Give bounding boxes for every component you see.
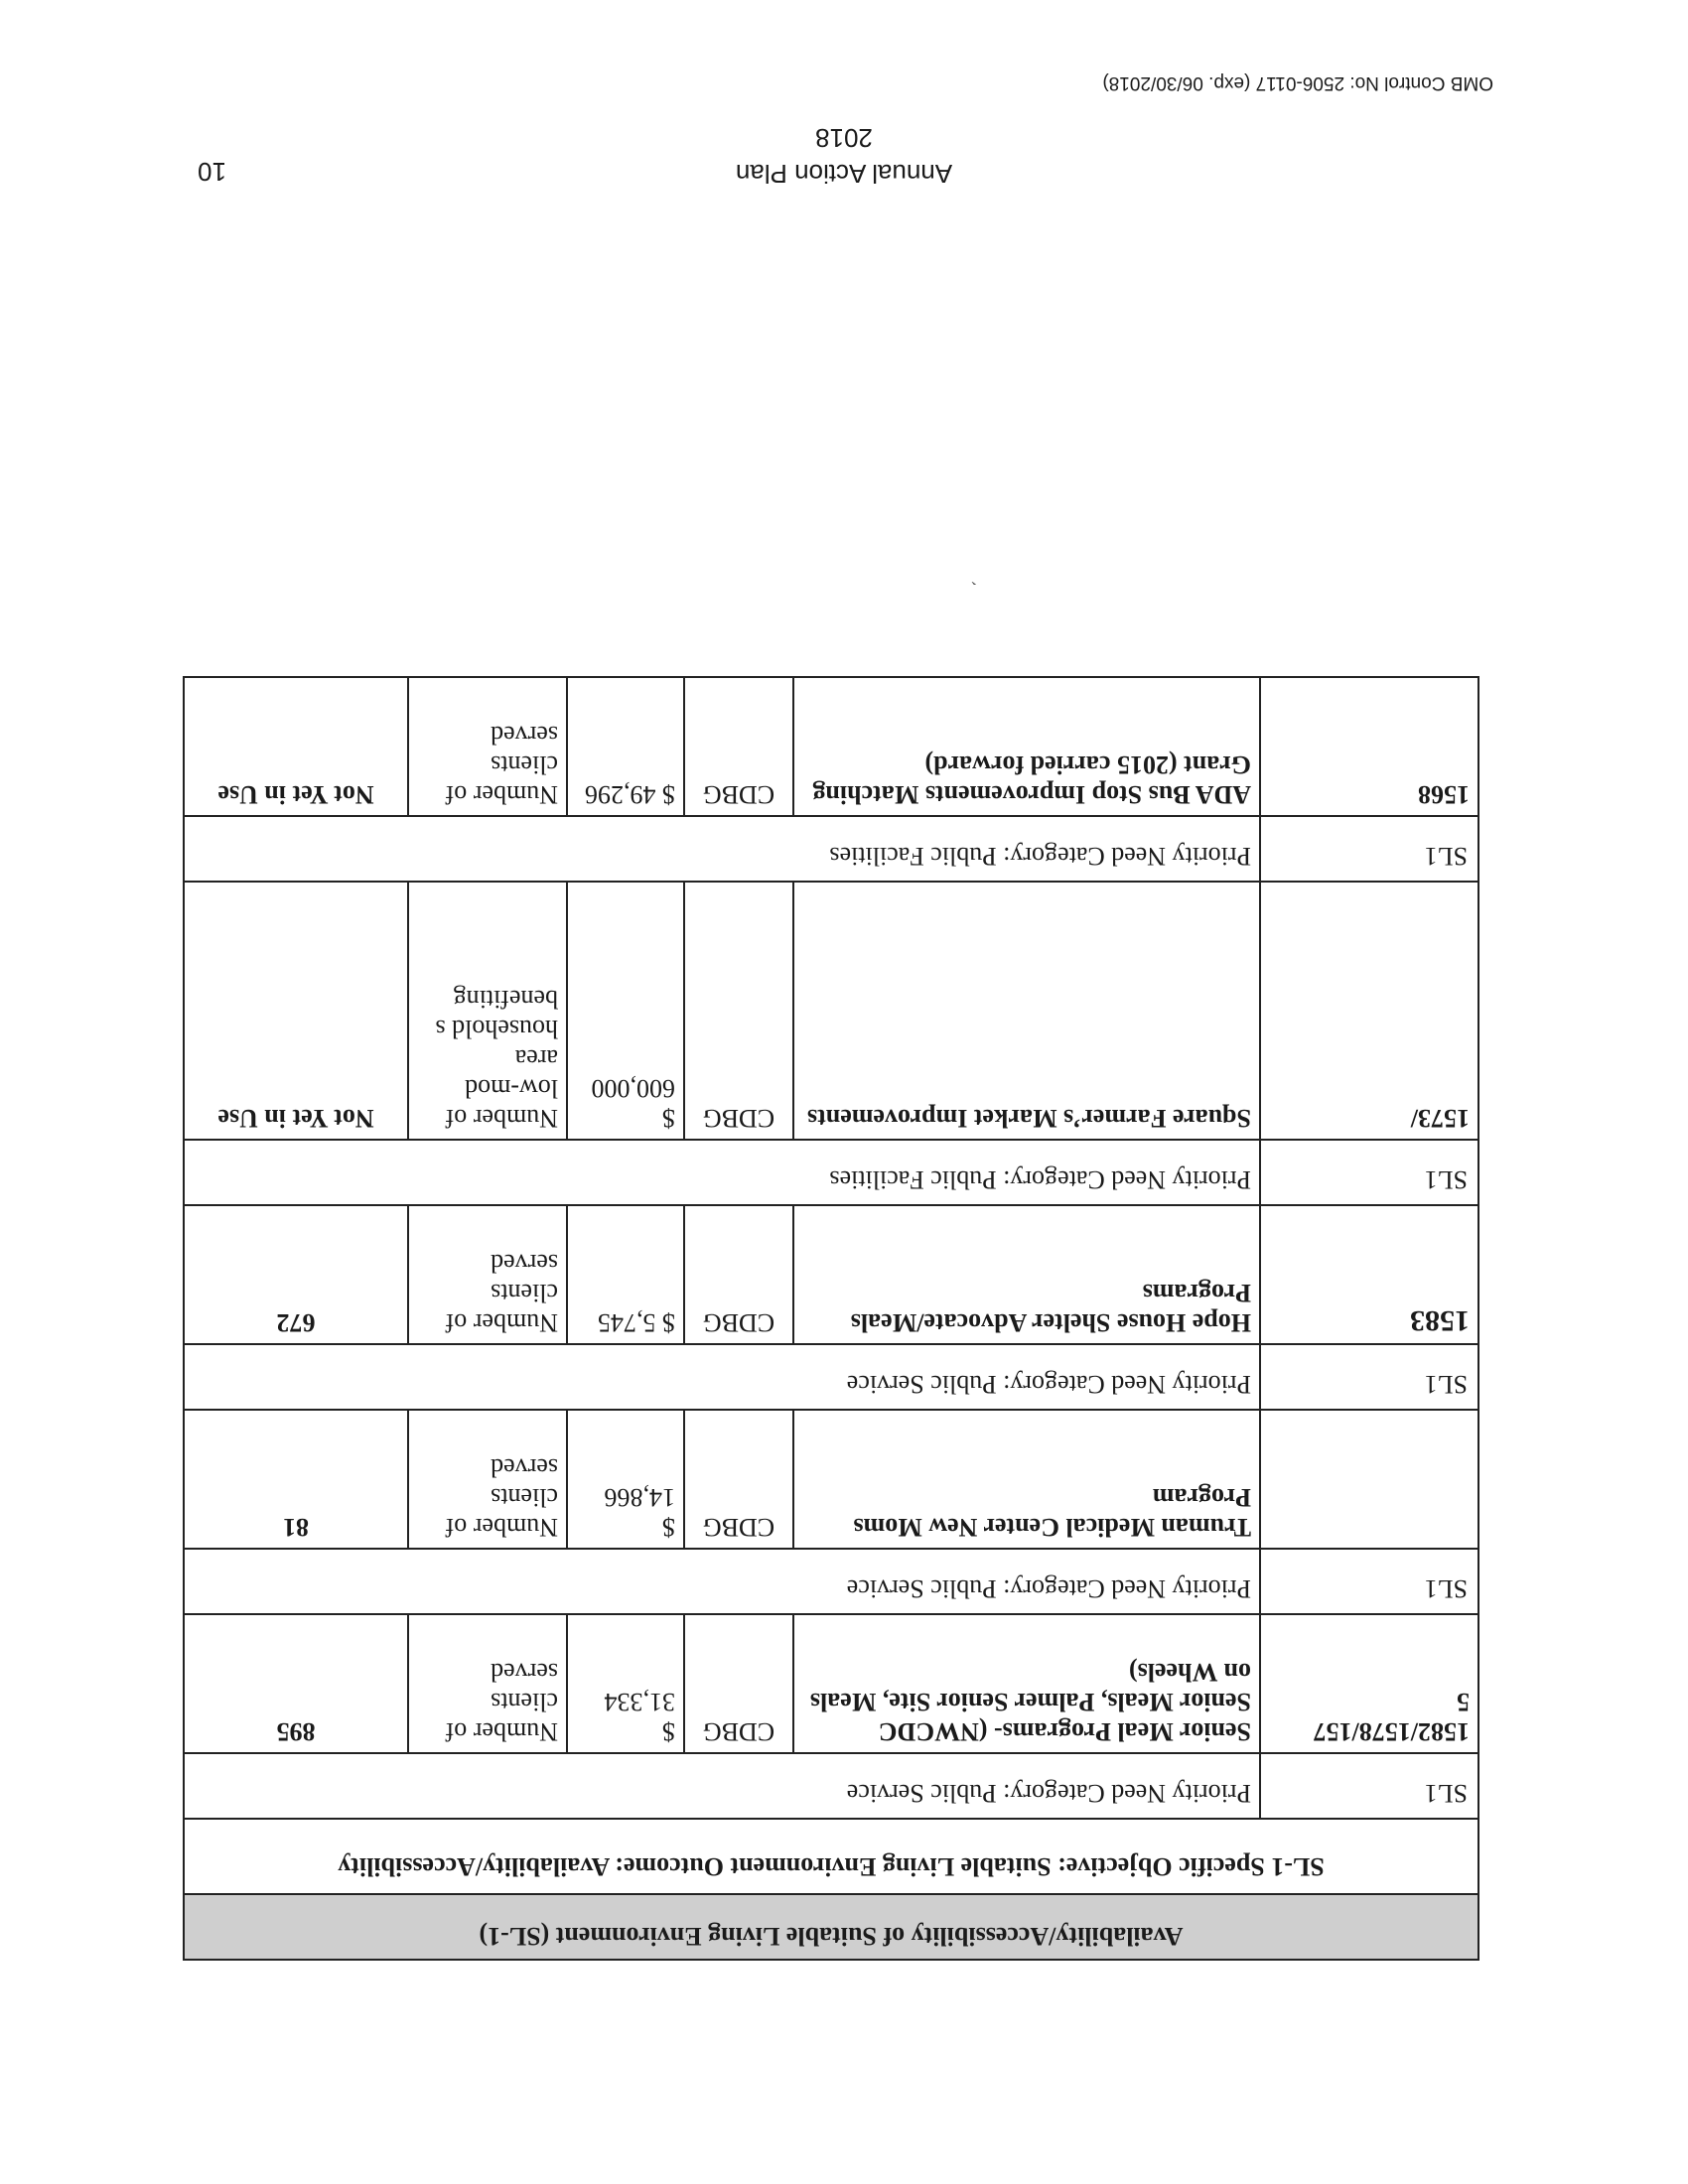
performance-result: Not Yet in Use [184,677,408,816]
project-id: 1568 [1260,677,1478,816]
funding-source: CDBG [684,882,793,1140]
project-name: Truman Medical Center New Moms Program [793,1410,1260,1549]
performance-measure: Number of clients served [408,1205,567,1344]
section-header-row [184,1894,1478,1960]
project-id [1260,1410,1478,1549]
sl1-table [183,676,1479,1961]
objective-code: SL1 [1260,1344,1478,1410]
project-row [184,1205,1478,1344]
document-title: Annual Action Plan [735,159,953,189]
funding-amount: $ 14,866 [567,1410,684,1549]
project-id: 1583 [1260,1205,1478,1344]
funding-amount: $ 31,334 [567,1614,684,1753]
project-id: 1573/ [1260,882,1478,1140]
section-title: Availability/Accessibility of Suitable Living Environment (SL-1) [184,1894,1478,1960]
project-row [184,1410,1478,1549]
priority-row [184,1753,1478,1819]
performance-result: 672 [184,1205,408,1344]
funding-source: CDBG [684,677,793,816]
objective-code: SL1 [1260,1140,1478,1205]
priority-row [184,1344,1478,1410]
priority-category: Priority Need Category: Public Facilities [184,816,1260,882]
project-name: Square Farmer’s Market Improvements [793,882,1260,1140]
performance-measure: Number of clients served [408,1614,567,1753]
objective-code: SL1 [1260,1549,1478,1614]
performance-measure: Number of clients served [408,677,567,816]
objective-row [184,1819,1478,1894]
project-name: Hope House Shelter Advocate/Meals Programs [793,1205,1260,1344]
page-number: 10 [198,157,226,187]
project-row [184,677,1478,816]
project-name: ADA Bus Stop Improvements Matching Grant (2015 carried forward) [793,677,1260,816]
performance-result: 895 [184,1614,408,1753]
funding-amount: $ 49,296 [567,677,684,816]
funding-amount: $ 5,745 [567,1205,684,1344]
performance-measure: Number of low-mod area household s benefiting [408,882,567,1140]
stray-scan-mark: ` [970,566,977,588]
document-year: 2018 [815,123,873,153]
project-name: Senior Meal Programs- (NWCDC Senior Meals, Palmer Senior Site, Meals on Wheels) [793,1614,1260,1753]
project-id: 1582/1578/157 5 [1260,1614,1478,1753]
performance-result: 81 [184,1410,408,1549]
funding-source: CDBG [684,1205,793,1344]
priority-category: Priority Need Category: Public Service [184,1753,1260,1819]
priority-row [184,816,1478,882]
objective-code: SL1 [1260,1753,1478,1819]
project-row [184,882,1478,1140]
priority-category: Priority Need Category: Public Service [184,1549,1260,1614]
priority-category: Priority Need Category: Public Facilities [184,1140,1260,1205]
funding-source: CDBG [684,1614,793,1753]
project-row [184,1614,1478,1753]
objective-text: SL-1 Specific Objective: Suitable Living Environment Outcome: Availability/Accessibility [184,1819,1478,1894]
performance-measure: Number of clients served [408,1410,567,1549]
priority-category: Priority Need Category: Public Service [184,1344,1260,1410]
priority-row [184,1549,1478,1614]
objective-code: SL1 [1260,816,1478,882]
omb-control-number: OMB Control No: 2506-0117 (exp. 06/30/2018) [1102,72,1493,93]
funding-amount: $ 600,000 [567,882,684,1140]
funding-source: CDBG [684,1410,793,1549]
priority-row [184,1140,1478,1205]
performance-result: Not Yet in Use [184,882,408,1140]
